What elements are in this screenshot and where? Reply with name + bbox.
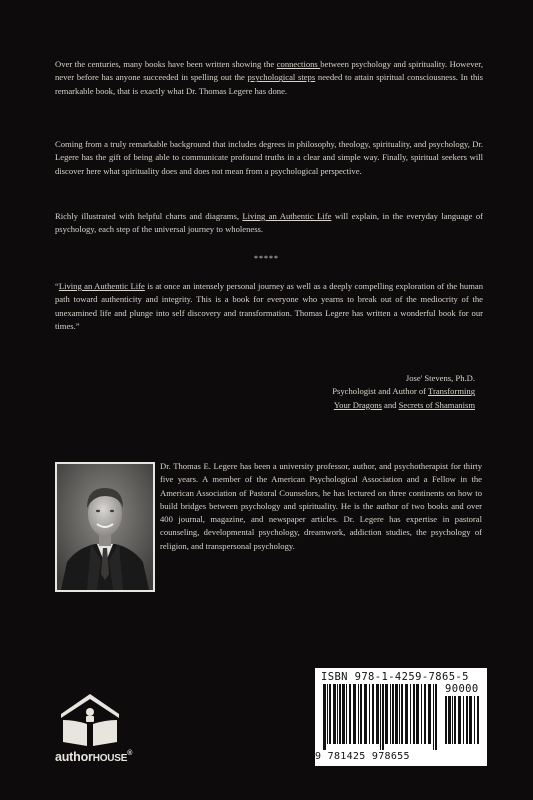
- endorser-name: Jose' Stevens, Ph.D.: [405, 373, 475, 383]
- barcode-digits: 9 781425 978655: [315, 751, 410, 762]
- underlined-connections: connections: [276, 59, 321, 69]
- authorhouse-house-book-icon: [55, 688, 125, 748]
- price-code: 90000: [445, 683, 479, 695]
- isbn-barcode: [315, 668, 487, 766]
- book-title-underlined: Living an Authentic Life: [242, 211, 332, 221]
- author-bio: Dr. Thomas E. Legere has been a university professor, author, and psychotherapist for thirty five years. A member of the American Psychological Association and a Fellow in the American Association of Pastoral Counselors, he has lectured on three continents on how to build bridges between psychology and spirituality. He is the author of two books and over 400 journal, magazine, and newspaper articles. Dr. Legere has expertise in pastoral counseling, developmental psychology, dreamwork, addiction studies, the psychology of religion, and transpersonal psychology.: [160, 461, 482, 551]
- ean-barcode-bars: [321, 684, 439, 750]
- section-separator: *****: [254, 254, 279, 263]
- blurb-paragraph-2: Coming from a truly remarkable background that includes degrees in philosophy, theology, spirituality, and psychology, Dr. Legere has the gift of being able to communicate profound truths in a clear and simple way. Finally, spiritual seekers will discover here what spirituality does and does not mean from a psychological perspective.: [55, 139, 483, 176]
- price-barcode-bars: [443, 696, 483, 750]
- publisher-wordmark: authorHOUSE®: [55, 750, 133, 764]
- endorser-book-1b: Your Dragons: [333, 399, 382, 410]
- underlined-psychological-steps: psychological steps: [247, 72, 316, 83]
- author-portrait-image: [57, 464, 153, 590]
- isbn-number: ISBN 978-1-4259-7865-5: [321, 671, 469, 683]
- blurb-paragraph-1: Over the centuries, many books have been written showing the connections between psychology and spirituality. However, never before has anyone succeeded in spelling out the psychological steps needed to attain spiritual consciousness. In this remarkable book, that is exactly what Dr. Thomas Legere has done.: [55, 59, 483, 96]
- blurb-paragraph-3: Richly illustrated with helpful charts and diagrams, Living an Authentic Life will explain, in the everyday language of psychology, each step of the universal journey to wholeness.: [55, 211, 483, 235]
- endorser-book-2: Secrets of Shamanism: [398, 399, 475, 410]
- endorser-book-1a: Transforming: [428, 386, 475, 397]
- endorsement-attribution: Jose' Stevens, Ph.D. Psychologist and Author of Transforming Your Dragons and Secrets of Shamanism: [332, 373, 475, 410]
- author-photo: [55, 462, 155, 592]
- quote-book-title: Living an Authentic Life: [58, 281, 145, 291]
- endorsement-quote: “Living an Authentic Life is at once an intensely personal journey as well as a deeply compelling exploration of the human path toward authenticity and integrity. This is a book for everyone who yearns to break out of the mediocrity of the unexamined life and plunge into self discovery and transformation. Thomas Legere has written a wonderful book for our times.”: [55, 281, 483, 331]
